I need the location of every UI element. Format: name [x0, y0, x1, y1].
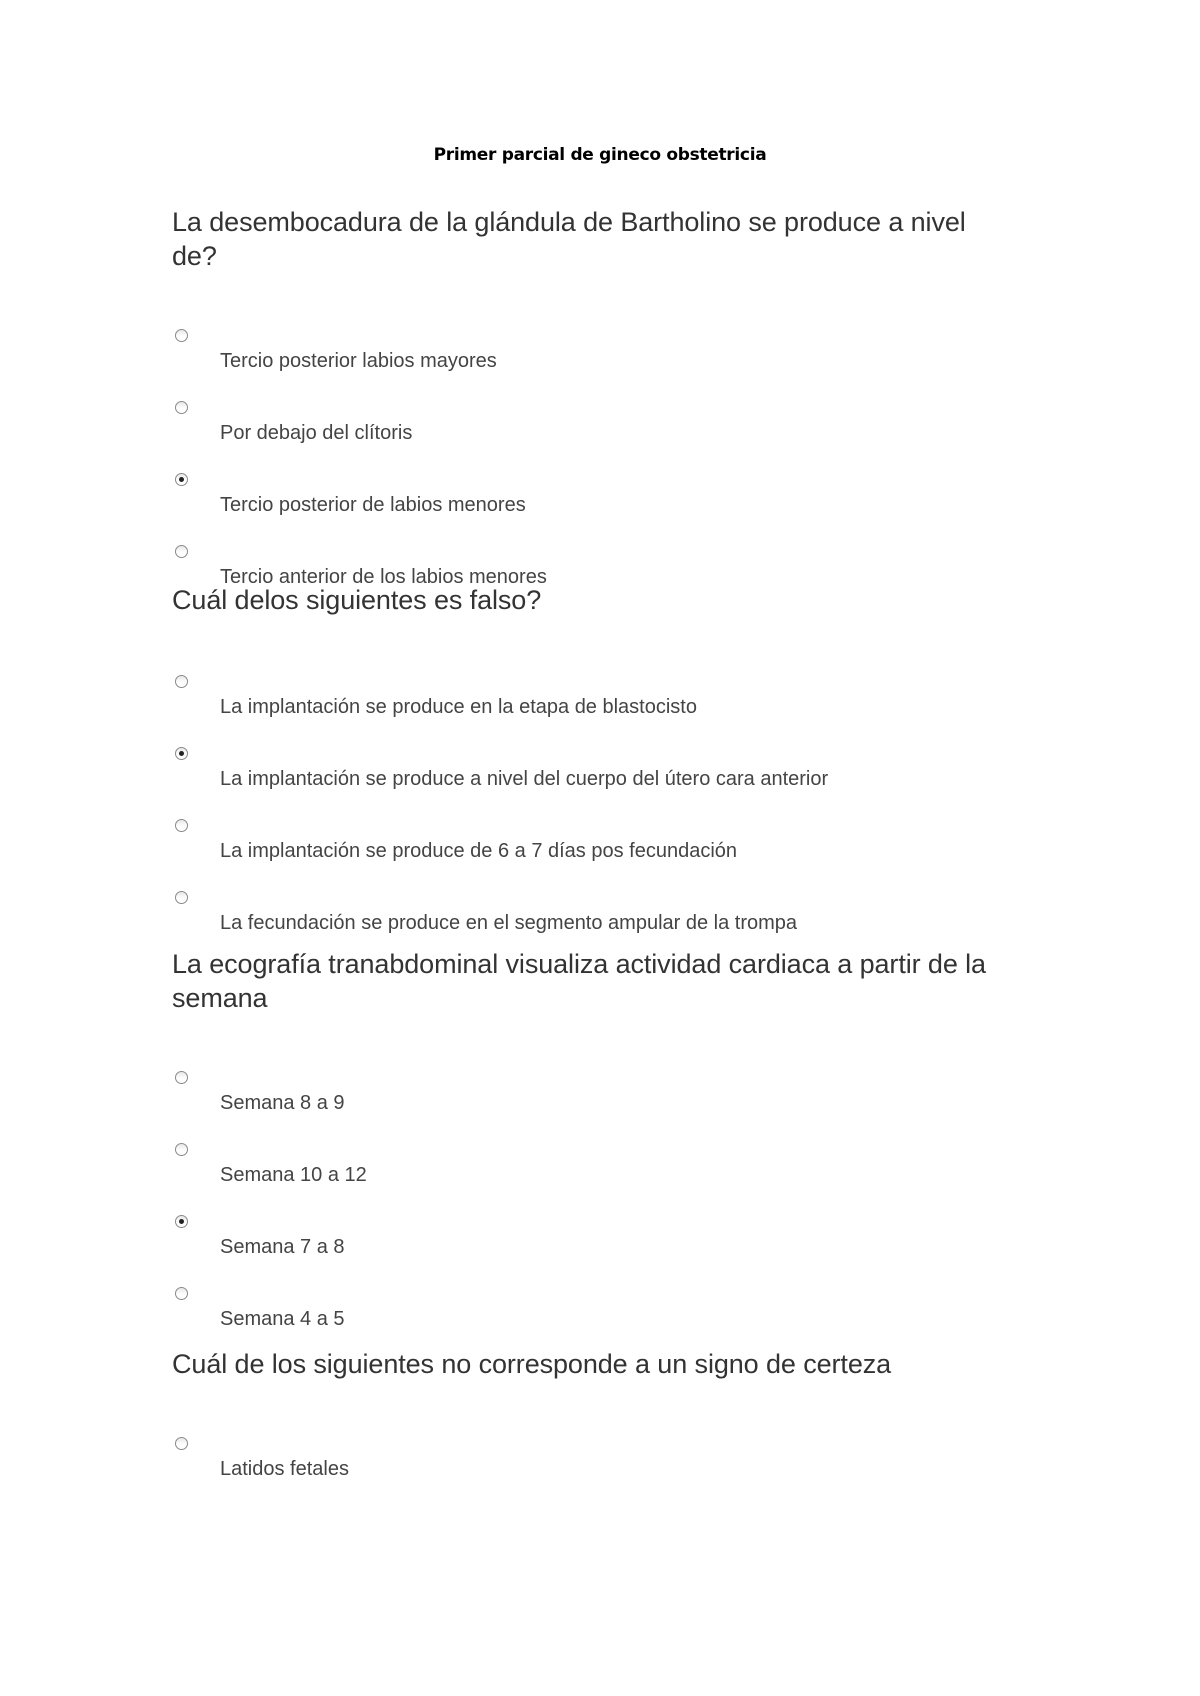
- answer-option-label: Semana 10 a 12: [220, 1164, 367, 1186]
- answer-option-label: La implantación se produce en la etapa de blastocisto: [220, 696, 697, 718]
- answer-option[interactable]: [172, 1287, 1012, 1359]
- answer-option[interactable]: [172, 329, 1012, 401]
- question-1: [172, 205, 1012, 588]
- page-title: Primer parcial de gineco obstetricia: [433, 145, 767, 165]
- answer-option[interactable]: [172, 545, 1012, 617]
- answer-option-label: Tercio posterior de labios menores: [220, 494, 526, 516]
- question-4: [172, 1347, 1012, 1509]
- answer-option[interactable]: [172, 1143, 1012, 1215]
- answer-option-label: Tercio posterior labios mayores: [220, 350, 497, 372]
- answer-option-label: La implantación se produce de 6 a 7 días pos fecundación: [220, 840, 738, 862]
- answer-option[interactable]: [172, 747, 1012, 819]
- radio-button-selected[interactable]: [175, 473, 188, 486]
- radio-button-selected[interactable]: [175, 747, 188, 760]
- question-text: Cuál delos siguientes es falso?: [172, 585, 542, 615]
- question-3: [172, 947, 1012, 1347]
- radio-button[interactable]: [175, 1437, 188, 1450]
- answer-option-label: La implantación se produce a nivel del cuerpo del útero cara anterior: [220, 768, 829, 790]
- radio-button[interactable]: [175, 1287, 188, 1300]
- answer-option-label: La fecundación se produce en el segmento ampular de la trompa: [220, 912, 798, 934]
- answer-option[interactable]: [172, 675, 1012, 747]
- question-text: La ecografía tranabdominal visualiza actividad cardiaca a partir de la semana: [172, 949, 986, 1013]
- radio-button[interactable]: [175, 891, 188, 904]
- answer-option[interactable]: [172, 473, 1012, 545]
- radio-button[interactable]: [175, 1143, 188, 1156]
- radio-button[interactable]: [175, 401, 188, 414]
- radio-button[interactable]: [175, 545, 188, 558]
- answer-option[interactable]: [172, 1071, 1012, 1143]
- answer-option[interactable]: [172, 819, 1012, 891]
- answer-option-label: Tercio anterior de los labios menores: [220, 566, 547, 588]
- answer-option[interactable]: [172, 401, 1012, 473]
- question-text: La desembocadura de la glándula de Bartholino se produce a nivel de?: [172, 207, 966, 271]
- answer-option[interactable]: [172, 1437, 1012, 1509]
- answer-option[interactable]: [172, 891, 1012, 963]
- answer-option-label: Semana 7 a 8: [220, 1236, 345, 1258]
- radio-button-selected[interactable]: [175, 1215, 188, 1228]
- answer-option-label: Por debajo del clítoris: [220, 422, 413, 444]
- radio-button[interactable]: [175, 1071, 188, 1084]
- quiz-content: [172, 205, 1012, 1509]
- answer-option-label: Semana 4 a 5: [220, 1308, 345, 1330]
- radio-button[interactable]: [175, 675, 188, 688]
- answer-option[interactable]: [172, 1215, 1012, 1287]
- answer-option-label: Latidos fetales: [220, 1458, 349, 1480]
- radio-button[interactable]: [175, 819, 188, 832]
- answer-option-label: Semana 8 a 9: [220, 1092, 345, 1114]
- question-text: Cuál de los siguientes no corresponde a un signo de certeza: [172, 1349, 892, 1379]
- radio-button[interactable]: [175, 329, 188, 342]
- question-2: [172, 583, 1012, 947]
